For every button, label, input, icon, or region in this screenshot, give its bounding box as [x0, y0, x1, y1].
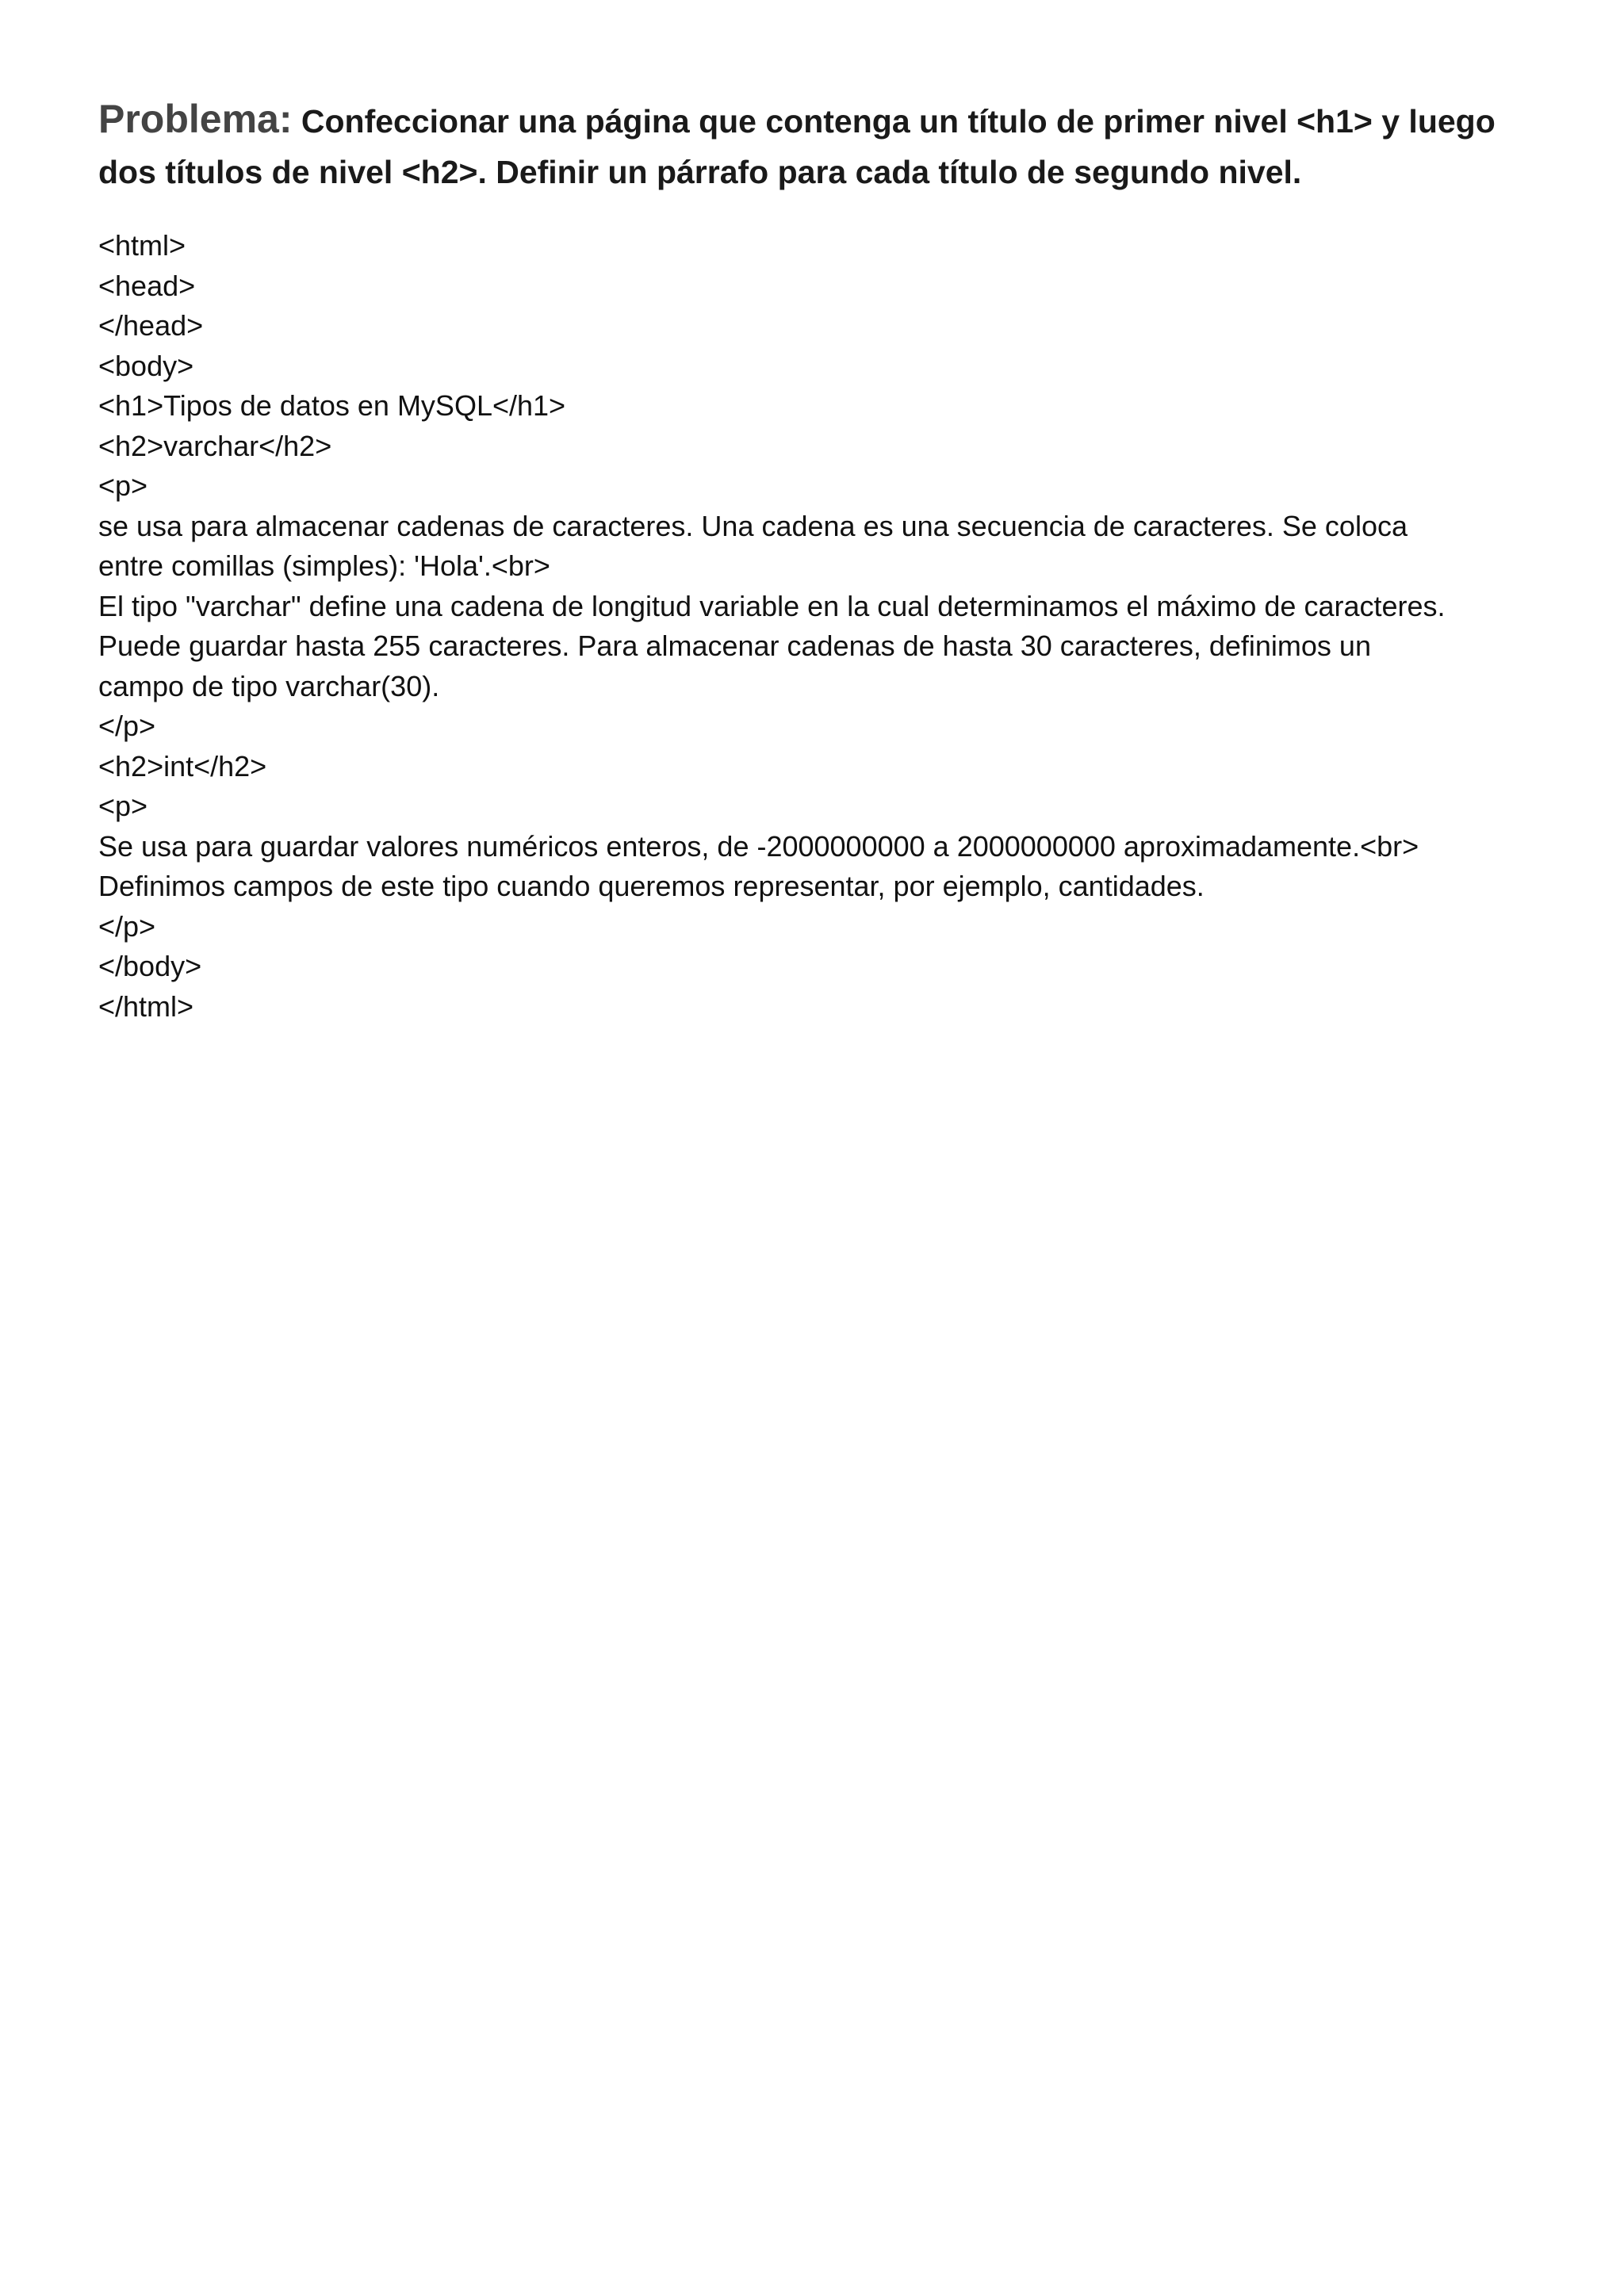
code-line: <h2>int</h2> [98, 749, 267, 783]
code-line: <h1>Tipos de datos en MySQL</h1> [98, 389, 566, 422]
code-line: <html> [98, 229, 186, 262]
document-page [98, 94, 1542, 1027]
problem-statement [98, 94, 1542, 197]
code-line: Definimos campos de este tipo cuando queremos representar, por ejemplo, cantidades. [98, 870, 1205, 902]
code-line: <p> [98, 469, 148, 502]
code-line: <body> [98, 349, 194, 382]
code-line: se usa para almacenar cadenas de caracteres. Una cadena es una secuencia de caracteres. Se coloca [98, 509, 1408, 542]
code-line: entre comillas (simples): 'Hola'.<br> [98, 549, 550, 582]
code-line: <head> [98, 269, 196, 302]
code-line: </p> [98, 710, 156, 742]
problem-label: Problema: [98, 97, 293, 141]
code-listing [98, 226, 1542, 1027]
code-line: </html> [98, 989, 194, 1023]
code-line: campo de tipo varchar(30). [98, 669, 440, 702]
code-line: <p> [98, 790, 148, 822]
code-line: <h2>varchar</h2> [98, 429, 332, 462]
code-line: </head> [98, 309, 204, 342]
code-line: El tipo "varchar" define una cadena de longitud variable en la cual determinamos el máximo de caracteres. [98, 589, 1446, 622]
code-line: Puede guardar hasta 255 caracteres. Para almacenar cadenas de hasta 30 caracteres, definimos un [98, 629, 1371, 662]
code-line: </body> [98, 950, 202, 982]
code-line: Se usa para guardar valores numéricos enteros, de -2000000000 a 2000000000 aproximadamente.<br> [98, 829, 1419, 863]
problem-text: Confeccionar una página que contenga un título de primer nivel <h1> y luego dos títulos de nivel <h2>. Definir un párrafo para cada título de segundo nivel. [98, 103, 1496, 190]
code-line: </p> [98, 909, 156, 943]
